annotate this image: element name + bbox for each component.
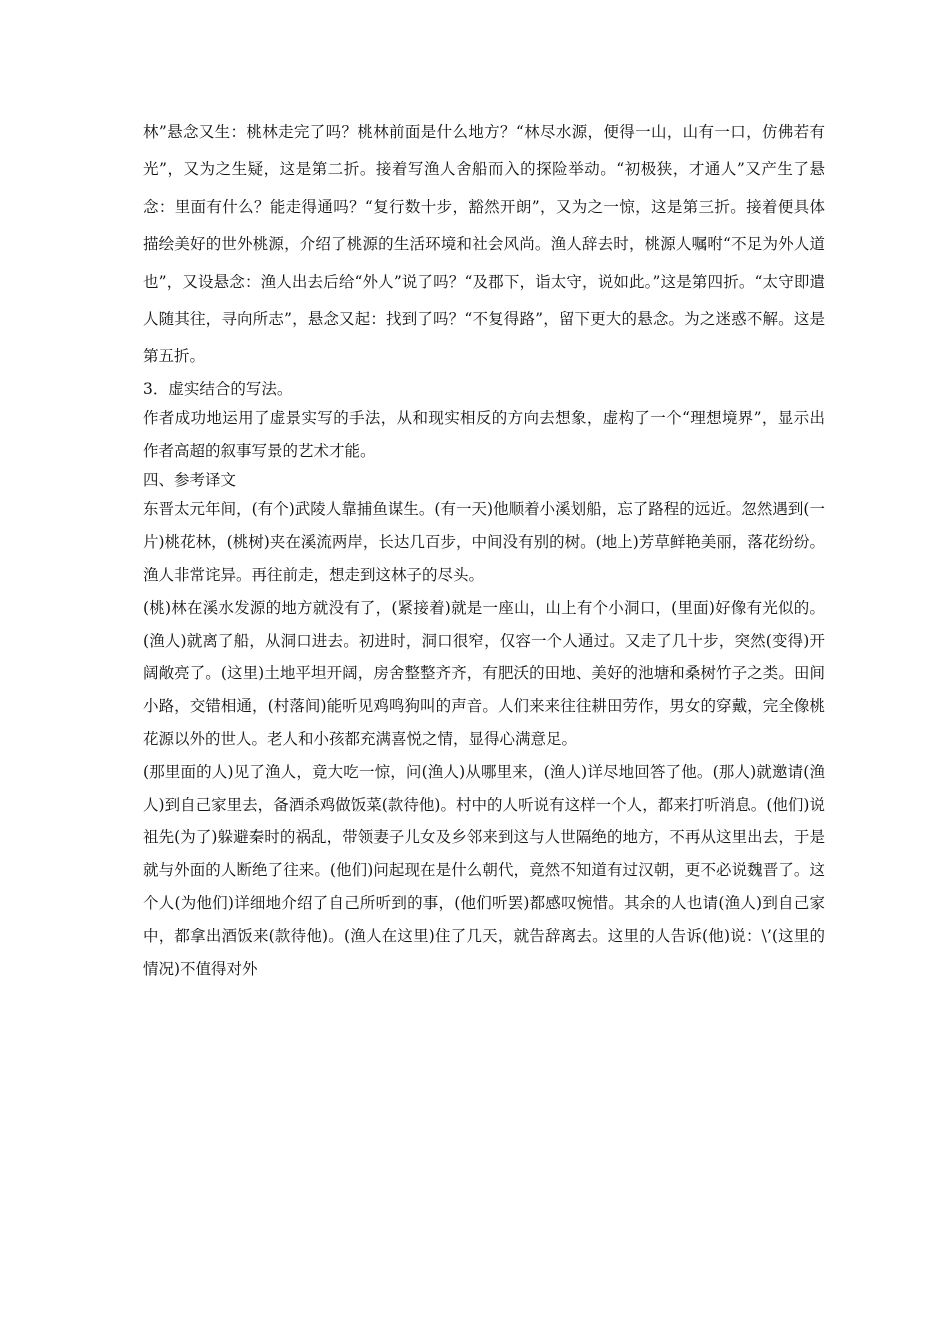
paragraph-translation-1: 东晋太元年间，(有个)武陵人靠捕鱼谋生。(有一天)他顺着小溪划船，忘了路程的远近。忽然遇到(一片)桃花林，(桃树)夹在溪流两岸，长达几百步，中间没有别的树。(地上)芳草鲜艳美丽，落花纷纷。渔人非常诧异。再往前走，想走到这林子的尽头。 bbox=[143, 500, 825, 585]
paragraph-translation-2: (桃)林在溪水发源的地方就没有了，(紧接着)就是一座山，山上有个小洞口，(里面)好像有光似的。(渔人)就离了船，从洞口进去。初进时，洞口很窄，仅容一个人通过。又走了几十步，突然(变得)开阔敞亮了。(这里)土地平坦开阔，房舍整整齐齐，有肥沃的田地、美好的池塘和桑树竹子之类。田间小路，交错相通，(村落间)能听见鸡鸣狗叫的声音。人们来来往往耕田劳作，男女的穿戴，完全像桃花源以外的世人。老人和小孩都充满喜悦之情，显得心满意足。 bbox=[143, 598, 825, 749]
paragraph-suspense-analysis: 林”悬念又生：桃林走完了吗？桃林前面是什么地方？“林尽水源，便得一山，山有一口，仿佛若有光”，又为之生疑，这是第二折。接着写渔人舍船而入的探险举动。“初极狭，才通人”又产生了悬念：里面有什么？能走得通吗？“复行数十步，豁然开朗”，又为之一惊，这是第三折。接着便具体描绘美好的世外桃源，介绍了桃源的生活环境和社会风尚。渔人辞去时，桃源人嘱咐“不足为外人道也”，又设悬念：渔人出去后给“外人”说了吗？“及郡下，诣太守，说如此。”这是第四折。“太守即遣人随其往，寻向所志”，悬念又起：找到了吗？“不复得路”，留下更大的悬念。为之迷惑不解。这是第五折。 bbox=[143, 123, 825, 366]
section-heading-4: 四、参考译文 bbox=[143, 471, 237, 490]
paragraph-translation-3: (那里面的人)见了渔人，竟大吃一惊，问(渔人)从哪里来，(渔人)详尽地回答了他。(那人)就邀请(渔人)到自己家里去，备酒杀鸡做饭菜(款待他)。村中的人听说有这样一个人，都来打听消息。(他们)说祖先(为了)躲避秦时的祸乱，带领妻子儿女及乡邻来到这与人世隔绝的地方，不再从这里出去，于是就与外面的人断绝了往来。(他们)问起现在是什么朝代，竟然不知道有过汉朝，更不必说魏晋了。这个人(为他们)详细地介绍了自己所听到的事，(他们听罢)都感叹惋惜。其余的人也请(渔人)到自己家中，都拿出酒饭来(款待他)。(渔人在这里)住了几天，就告辞离去。这里的人告诉(他)说：\’(这里的情况)不值得对外 bbox=[143, 762, 825, 978]
document-body bbox=[143, 114, 825, 985]
paragraph-virtual-real: 作者成功地运用了虚景实写的手法，从和现实相反的方向去想象，虚构了一个“理想境界”，显示出作者高超的叙事写景的艺术才能。 bbox=[143, 408, 825, 460]
section-heading-3: 3．虚实结合的写法。 bbox=[143, 379, 293, 398]
